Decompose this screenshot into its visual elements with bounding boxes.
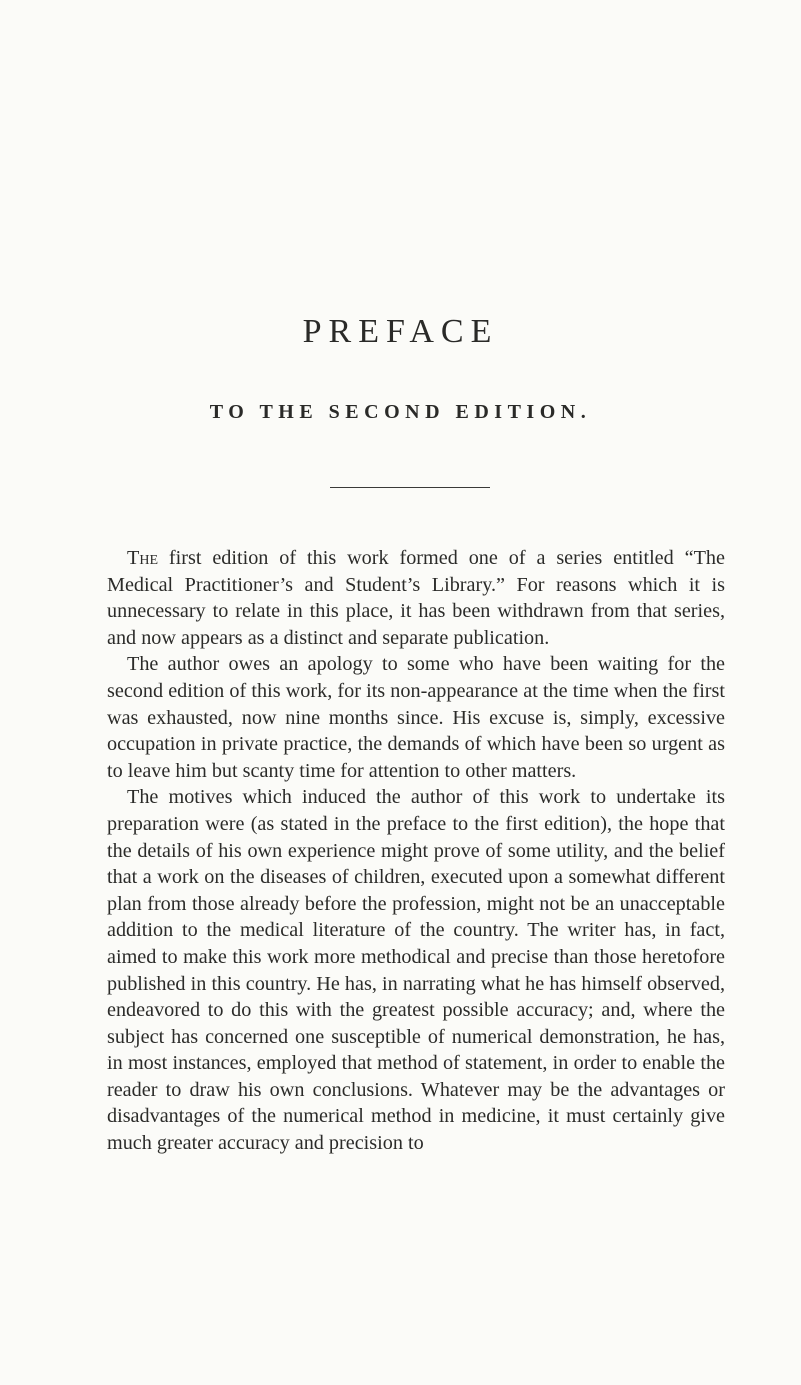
paragraph-text: first edition of this work formed one of a series entitled “The Medical Practitioner’s and Student’s Library.” For reasons which it is unnecessary to relate in this place, it has been withdrawn from that series, and now appears as a distinct and separate publication. [107, 547, 725, 649]
preface-body [107, 545, 725, 1157]
paragraph-lead-word: The [127, 547, 158, 569]
paragraph-1 [107, 545, 725, 651]
page-title: PREFACE [302, 313, 499, 350]
page-subtitle: TO THE SECOND EDITION. [209, 401, 592, 423]
paragraph-2: The author owes an apology to some who have been waiting for the second edition of this work, for its non-appearance at the time when the first was exhausted, now nine months since. His excuse is, simply, excessive occupation in private practice, the demands of which have been so urgent as to leave him but scanty time for attention to other matters. [107, 653, 725, 782]
paragraph-3: The motives which induced the author of this work to undertake its preparation were (as stated in the preface to the first edition), the hope that the details of his own experience might prove of some utility, and the belief that a work on the diseases of children, executed upon a somewhat different plan from those already before the profession, might not be an unacceptable addition to the medical literature of the country. The writer has, in fact, aimed to make this work more methodical and precise than those heretofore published in this country. He has, in narrating what he has himself observed, endeavored to do this with the greatest possible accuracy; and, where the subject has concerned one susceptible of numerical demonstration, he has, in most instances, employed that method of statement, in order to enable the reader to draw his own conclusions. Whatever may be the advantages or disadvantages of the numerical method in medicine, it must certainly give much greater accuracy and precision to [107, 786, 725, 1155]
title-divider [330, 487, 490, 488]
